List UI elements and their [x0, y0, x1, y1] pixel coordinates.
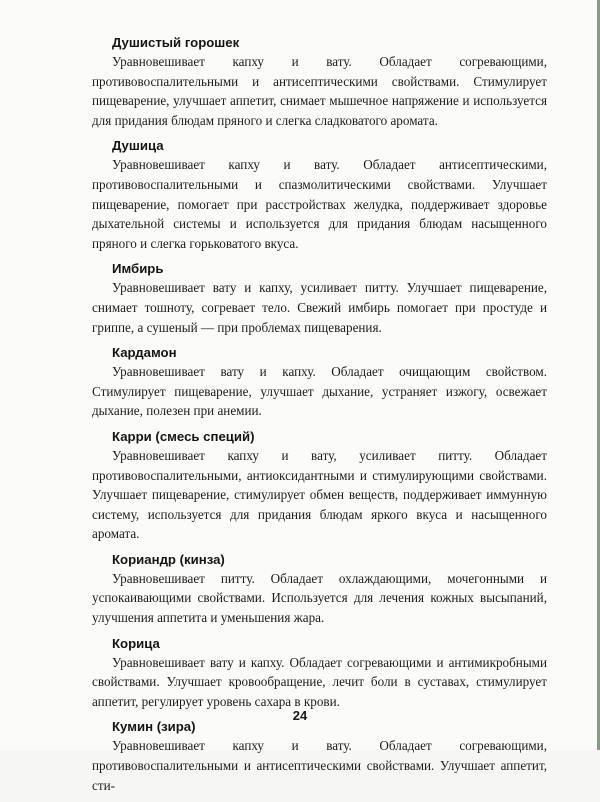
entry-title: Кориандр (кинза)	[112, 551, 225, 567]
entry-text: Уравновешивает капху и вату. Обладает согревающими, противовоспалительными и антисептическими свойствами. Стимулирует пищеварение, улучшает аппетит, снимает мышечное напряжение и используется для придания блюдам пряного и слегка сладковатого аромата.	[92, 54, 547, 128]
entry-text: Уравновешивает капху и вату, усиливает питту. Обладает противовоспалительными, антиоксидантными и стимулирующими свойствами. Улучшает пищеварение, стимулирует обмен веществ, поддерживает иммунную систему, используется для придания блюдам яркого вкуса и насыщенного аромата.	[92, 447, 547, 542]
entry-cumin	[92, 718, 547, 795]
entry-title: Душистый горошек	[112, 35, 240, 50]
entry-title: Карри (смесь специй)	[112, 428, 255, 444]
entry-oregano	[92, 137, 547, 253]
page-number: 24	[292, 708, 308, 723]
entry-text: Уравновешивает вату и капху. Обладает согревающими и антимикробными свойствами. Улучшает кровообращение, лечит боли в суставах, стимулирует аппетит, регулирует уровень сахара в крови.	[92, 654, 547, 709]
entry-text: Уравновешивает питту. Обладает охлаждающими, мочегонными и успокаивающими свойствами. Используется для лечения кожных высыпаний, улучшения аппетита и уменьшения жара.	[92, 570, 547, 626]
entry-text: Уравновешивает капху и вату. Обладает антисептическими, противовоспалительными и спазмолитическими свойствами. Улучшает пищеварение, помогает при расстройствах желудка, поддерживает здоровье дыхательной системы и используется для придания блюдам насыщенного пряного и слегка горьковатого вкуса.	[92, 157, 547, 251]
entry-text: Уравновешивает капху и вату. Обладает согревающими, противовоспалительными и антисептическими свойствами. Улучшает аппетит, сти-	[92, 738, 547, 793]
entry-title: Имбирь	[112, 261, 164, 277]
entry-title: Корица	[112, 635, 160, 651]
spice-list	[92, 34, 547, 802]
entry-title: Кардамон	[112, 345, 177, 361]
entry-title: Кумин (зира)	[112, 719, 196, 735]
entry-text: Уравновешивает вату и капху. Обладает очищающим свойством. Стимулирует пищеварение, улучшает дыхание, устраняет изжогу, освежает дыхание, полезен при анемии.	[92, 364, 547, 419]
entry-ginger	[92, 260, 547, 337]
entry-curry	[92, 428, 547, 544]
entry-cardamom	[92, 344, 547, 421]
entry-cinnamon	[92, 635, 547, 712]
entry-allspice	[92, 34, 547, 130]
entry-text: Уравновешивает вату и капху, усиливает питту. Улучшает пищеварение, снимает тошноту, согревает тело. Свежий имбирь помогает при простуде и гриппе, а сушеный — при проблемах пищеварения.	[92, 280, 547, 335]
entry-coriander	[92, 551, 547, 628]
entry-title: Душица	[112, 138, 164, 154]
